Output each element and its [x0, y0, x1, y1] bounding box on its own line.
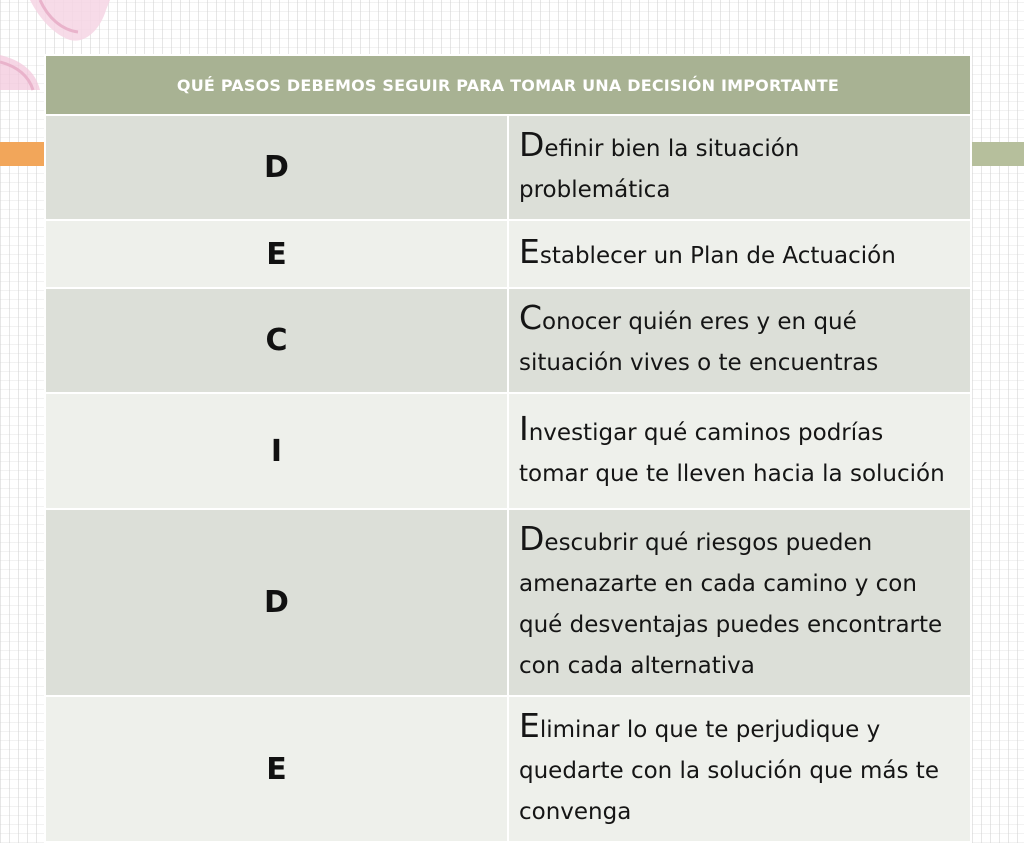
step-letter: D	[45, 115, 508, 220]
step-letter: E	[45, 696, 508, 842]
step-initial: E	[519, 706, 540, 745]
decision-steps-table	[44, 54, 972, 843]
step-letter: E	[45, 220, 508, 288]
step-description	[508, 393, 971, 509]
accent-bar-left	[0, 142, 46, 166]
step-description	[508, 115, 971, 220]
step-description	[508, 220, 971, 288]
step-initial: I	[519, 408, 529, 448]
table-row	[45, 393, 971, 509]
step-initial: D	[519, 125, 545, 164]
step-text: liminar lo que te perjudique y quedarte con la solución que más te convenga	[519, 717, 939, 825]
step-description	[508, 696, 971, 842]
step-text: efinir bien la situación problemática	[519, 136, 800, 203]
step-letter: C	[45, 288, 508, 393]
table-row	[45, 115, 971, 220]
table-row	[45, 509, 971, 696]
accent-bar-right	[970, 142, 1024, 166]
table-header: QUÉ PASOS DEBEMOS SEGUIR PARA TOMAR UNA DECISIÓN IMPORTANTE	[45, 55, 971, 115]
step-text: stablecer un Plan de Actuación	[539, 243, 896, 269]
step-initial: D	[519, 519, 545, 558]
step-text: escubrir qué riesgos pueden amenazarte en cada camino y con qué desventajas puedes encontrarte con cada alternativa	[519, 530, 943, 679]
step-initial: E	[519, 232, 540, 271]
table-row	[45, 220, 971, 288]
step-description	[508, 288, 971, 393]
table-header-row	[45, 55, 971, 115]
step-text: nvestigar qué caminos podrías tomar que te lleven hacia la solución	[519, 419, 945, 487]
step-initial: C	[519, 298, 543, 337]
table-row	[45, 288, 971, 393]
step-letter: I	[45, 393, 508, 509]
step-letter: D	[45, 509, 508, 696]
step-text: onocer quién eres y en qué situación vives o te encuentras	[519, 309, 879, 376]
step-description	[508, 509, 971, 696]
table-row	[45, 696, 971, 842]
